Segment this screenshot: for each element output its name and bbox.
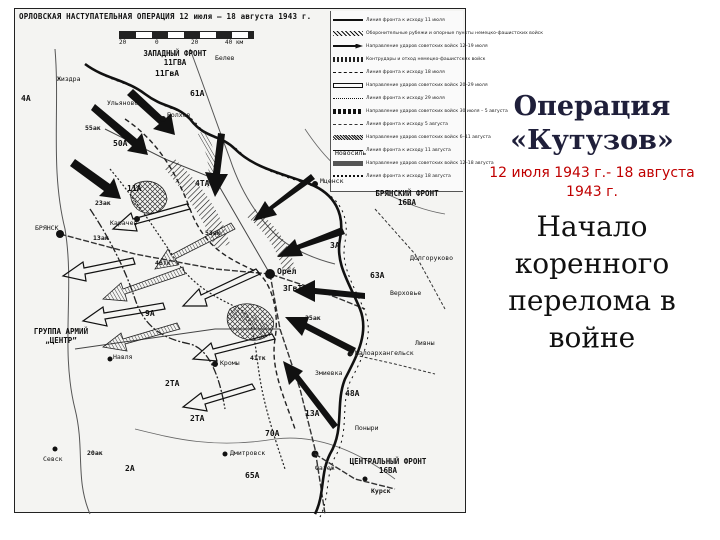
- place-kursk: Курск: [371, 487, 391, 495]
- unit-label: 63А: [370, 271, 385, 280]
- place-sevsk: Севск: [43, 455, 63, 463]
- place-navlya: Навля: [113, 353, 133, 361]
- place-oryol: Орёл: [277, 267, 297, 276]
- map-scale-bar: [119, 31, 254, 39]
- unit-label: 13ак: [93, 234, 109, 242]
- legend-item: Направление ударов советских войск 6–11 августа: [333, 132, 461, 142]
- front-label-army-group: ГРУППА АРМИЙ „ЦЕНТР”: [33, 327, 89, 345]
- unit-label: 4А: [21, 94, 31, 103]
- unit-label: 65А: [245, 471, 260, 480]
- slide-caption: Начало коренного перелома в войне: [508, 210, 676, 354]
- place-ulyanovo: Ульяново: [107, 99, 139, 107]
- legend-item: Направление ударов советских войск 30 июля – 5 августа: [333, 106, 461, 116]
- unit-label: 20ак: [87, 449, 103, 457]
- place-belev: Белев: [215, 54, 235, 62]
- place-zhizdra: Жиздра: [57, 75, 81, 83]
- legend-item: Линия фронта к исходу 18 августа: [333, 171, 461, 181]
- legend-item: Направление ударов советских войск 20–29 июля: [333, 80, 461, 90]
- scale-label: 0: [155, 39, 159, 46]
- place-novosil: Новосиль: [335, 149, 367, 157]
- place-verkhovye: Верховье: [390, 289, 422, 297]
- legend-item: Линия фронта к исходу 5 августа: [333, 119, 461, 129]
- unit-label: 3А: [330, 241, 340, 250]
- legend-item: Линия фронта к исходу 11 июля: [333, 15, 461, 25]
- place-zmievka: Змиевка: [315, 369, 343, 377]
- map-title: ОРЛОВСКАЯ НАСТУПАТЕЛЬНАЯ ОПЕРАЦИЯ 12 июля – 18 августа 1943 г.: [19, 12, 312, 21]
- unit-label: 53ак: [205, 229, 221, 237]
- unit-label: 41тк: [250, 354, 266, 362]
- unit-label: 55ак: [85, 124, 101, 132]
- scale-label: 20: [119, 39, 127, 46]
- legend-item: Оборонительные рубежи и опорные пункты немецко-фашистских войск: [333, 28, 461, 38]
- legend-item: Контрудары и отход немецко-фашистских войск: [333, 54, 461, 64]
- unit-label: 13А: [305, 409, 320, 418]
- operation-dates: 12 июля 1943 г.- 18 августа 1943 г.: [489, 165, 695, 200]
- unit-label: 50А: [113, 139, 128, 148]
- unit-label: 2ТА: [190, 414, 205, 423]
- unit-label: 2ТА: [165, 379, 180, 388]
- place-bryansk: БРЯНСК: [35, 224, 59, 232]
- legend-item: Линия фронта к исходу 29 июля: [333, 93, 461, 103]
- legend-item: Направление ударов советских войск 12–19 июля: [333, 41, 461, 51]
- unit-label: 70А: [265, 429, 280, 438]
- unit-label: 48А: [345, 389, 360, 398]
- place-ponyri: Поныри: [355, 424, 379, 432]
- unit-label: 3ГвТА: [283, 284, 308, 293]
- slide-title: Операция «Кутузов»: [510, 91, 674, 156]
- place-fatezh: Фатеж: [315, 464, 335, 472]
- scale-label: 40 км: [225, 39, 244, 46]
- place-maloarkhangelsk: Малоархангельск: [355, 349, 414, 357]
- unit-label: 11ГвА: [155, 69, 180, 78]
- info-panel: [482, 90, 702, 356]
- place-kromy: Кромы: [220, 359, 240, 367]
- unit-label: 9А: [145, 309, 155, 318]
- place-livny: Ливны: [415, 339, 435, 347]
- place-bolkhov: Болхов: [167, 111, 191, 119]
- place-dmitrovsk: Дмитровск: [230, 449, 266, 457]
- legend-item: Линия фронта к исходу 18 июля: [333, 67, 461, 77]
- place-mtsensk: Мценск: [320, 177, 344, 185]
- place-karachev: Карачев: [110, 219, 138, 227]
- unit-label: 23ак: [95, 199, 111, 207]
- front-label-bryansk: БРЯНСКИЙ ФРОНТ 16ВА: [375, 189, 439, 207]
- legend-item: Линия фронта к исходу 11 августа: [333, 145, 461, 155]
- unit-label: 4ТА: [195, 179, 210, 188]
- unit-label: 46тк: [155, 259, 171, 267]
- scale-label: 20: [191, 39, 199, 46]
- map-legend: [330, 11, 543, 192]
- legend-item: Направление ударов советских войск 12–18 августа: [333, 158, 461, 168]
- operation-map: [14, 8, 543, 513]
- river-desna: [55, 49, 90, 514]
- front-label-western: ЗАПАДНЫЙ ФРОНТ 11ГВА: [143, 49, 207, 67]
- unit-label: 61А: [190, 89, 205, 98]
- front-label-central: ЦЕНТРАЛЬНЫЙ ФРОНТ 16ВА: [349, 457, 427, 475]
- place-dolgorukovo: Долгоруково: [410, 254, 454, 262]
- unit-label: 11А: [127, 184, 142, 193]
- unit-label: 2А: [125, 464, 135, 473]
- unit-label: 35ак: [305, 314, 321, 322]
